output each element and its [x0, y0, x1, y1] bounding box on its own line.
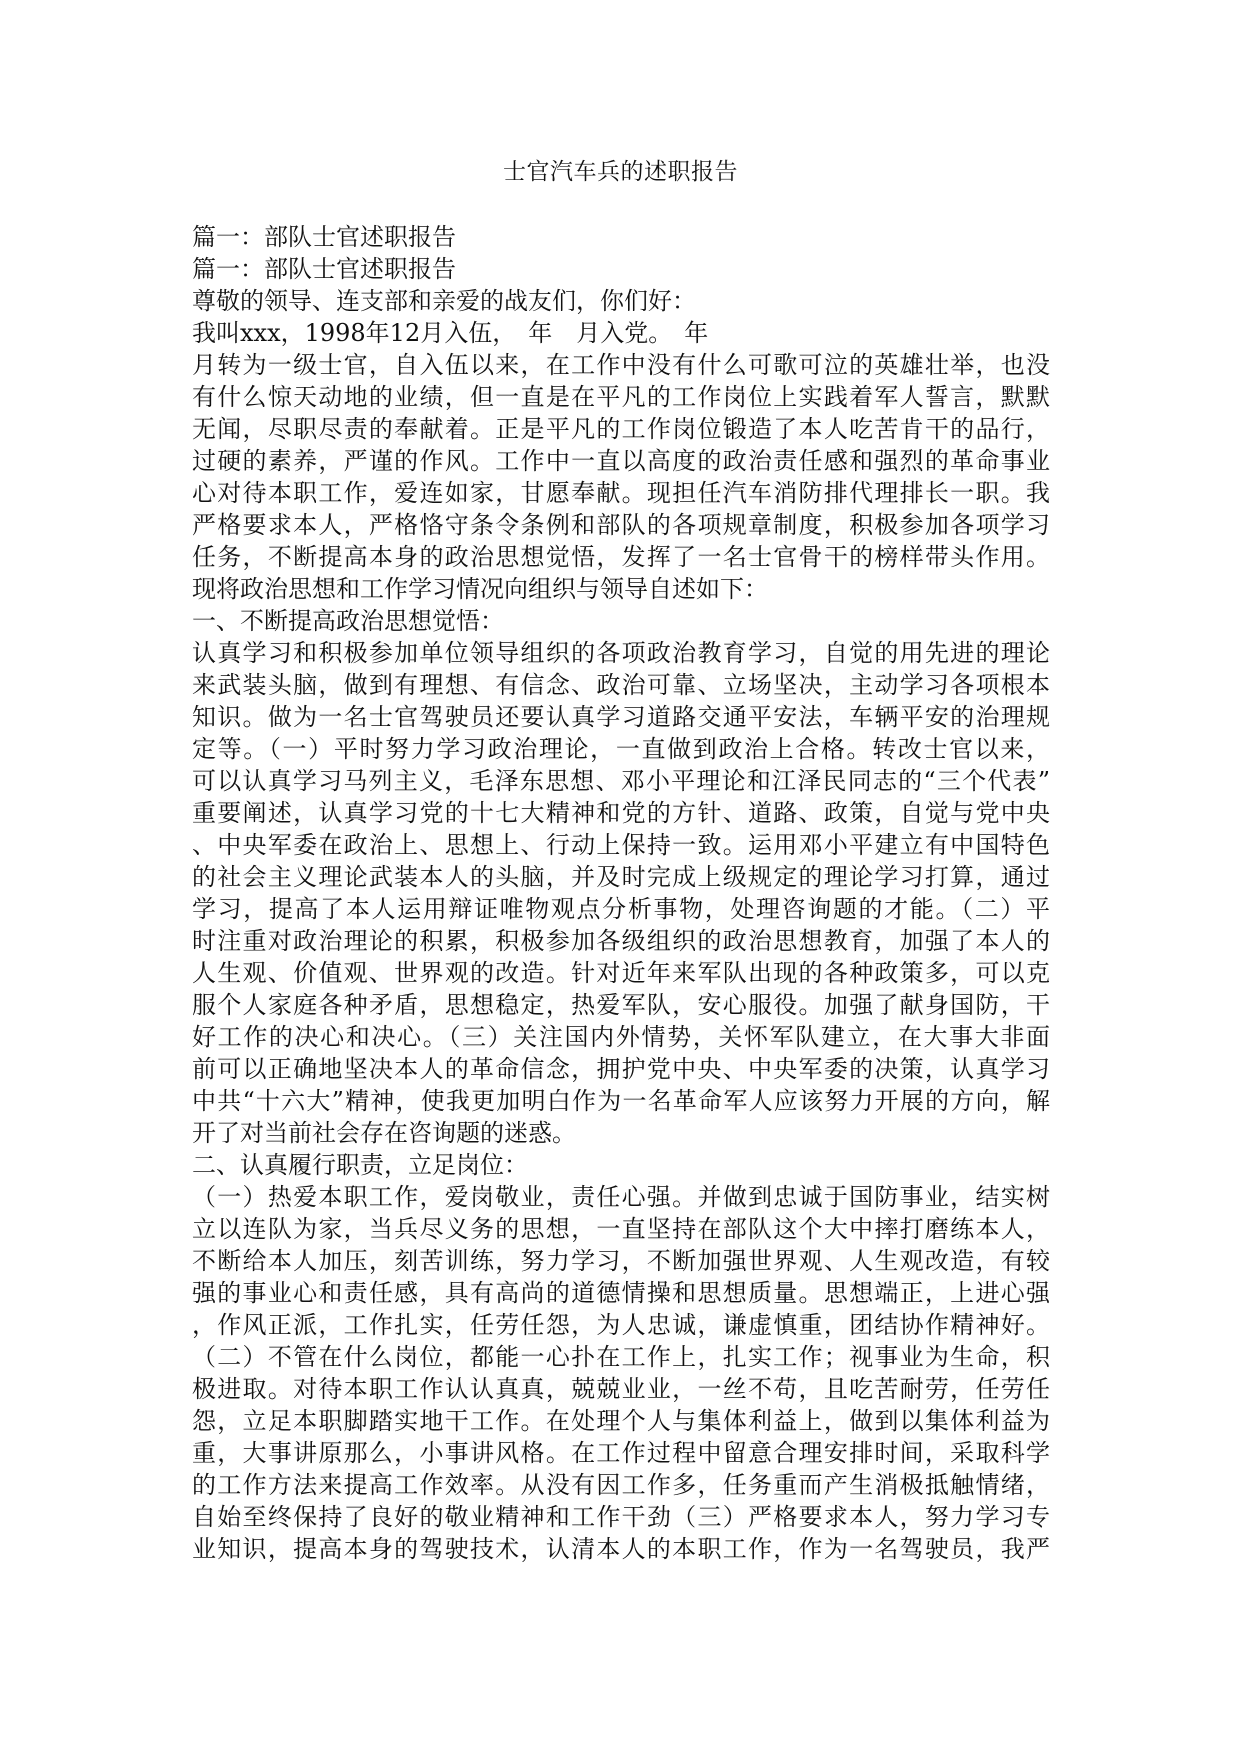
body-line: 有什么惊天动地的业绩，但一直是在平凡的工作岗位上实践着军人誓言，默默: [192, 383, 1050, 411]
body-line: 定等。（一）平时努力学习政治理论，一直做到政治上合格。转改士官以来，: [192, 735, 1050, 763]
body-line: 好工作的决心和决心。（三）关注国内外情势，关怀军队建立，在大事大非面: [192, 1023, 1050, 1051]
body-line: 重要阐述，认真学习党的十七大精神和党的方针、道路、政策，自觉与党中央: [192, 799, 1050, 827]
body-line: 现将政治思想和工作学习情况向组织与领导自述如下：: [192, 575, 768, 603]
body-line: 来武装头脑，做到有理想、有信念、政治可靠、立场坚决，主动学习各项根本: [192, 671, 1050, 699]
body-line: 服个人家庭各种矛盾，思想稳定，热爱军队，安心服役。加强了献身国防，干: [192, 991, 1050, 1019]
body-line: 任务，不断提高本身的政治思想觉悟，发挥了一名士官骨干的榜样带头作用。: [192, 543, 1050, 571]
body-line: 的社会主义理论武装本人的头脑，并及时完成上级规定的理论学习打算，通过: [192, 863, 1050, 891]
body-line: 人生观、价值观、世界观的改造。针对近年来军队出现的各种政策多，可以克: [192, 959, 1050, 987]
body-line: 一、不断提高政治思想觉悟：: [192, 607, 504, 635]
body-line: 学习，提高了本人运用辩证唯物观点分析事物，处理咨询题的才能。（二）平: [192, 895, 1050, 923]
body-line: 我叫xxx，1998年12月入伍， 年 月入党。 年: [192, 319, 709, 347]
body-line: 立以连队为家，当兵尽义务的思想，一直坚持在部队这个大中摔打磨练本人，: [192, 1215, 1050, 1243]
body-line: 不断给本人加压，刻苦训练，努力学习，不断加强世界观、人生观改造，有较: [192, 1247, 1050, 1275]
body-line: 二、认真履行职责，立足岗位：: [192, 1151, 528, 1179]
body-line: 过硬的素养，严谨的作风。工作中一直以高度的政治责任感和强烈的革命事业: [192, 447, 1050, 475]
body-line: 的工作方法来提高工作效率。从没有因工作多，任务重而产生消极抵触情绪，: [192, 1471, 1050, 1499]
body-line: 严格要求本人，严格恪守条令条例和部队的各项规章制度，积极参加各项学习: [192, 511, 1050, 539]
body-line: 业知识，提高本身的驾驶技术，认清本人的本职工作，作为一名驾驶员，我严: [192, 1535, 1050, 1563]
body-line: 极进取。对待本职工作认认真真，兢兢业业，一丝不苟，且吃苦耐劳，任劳任: [192, 1375, 1050, 1403]
body-line: （一）热爱本职工作，爱岗敬业，责任心强。并做到忠诚于国防事业，结实树: [192, 1183, 1050, 1211]
document-body: [192, 221, 1050, 1565]
body-line: 怨，立足本职脚踏实地干工作。在处理个人与集体利益上，做到以集体利益为: [192, 1407, 1050, 1435]
body-line: 知识。做为一名士官驾驶员还要认真学习道路交通平安法，车辆平安的治理规: [192, 703, 1050, 731]
body-line: 重，大事讲原那么，小事讲风格。在工作过程中留意合理安排时间，采取科学: [192, 1439, 1050, 1467]
body-line: 心对待本职工作，爱连如家，甘愿奉献。现担任汽车消防排代理排长一职。我: [192, 479, 1050, 507]
body-line: 认真学习和积极参加单位领导组织的各项政治教育学习，自觉的用先进的理论: [192, 639, 1050, 667]
body-line: （二）不管在什么岗位，都能一心扑在工作上，扎实工作；视事业为生命，积: [192, 1343, 1050, 1371]
body-line: 月转为一级士官，自入伍以来，在工作中没有什么可歌可泣的英雄壮举，也没: [192, 351, 1050, 379]
body-line: 强的事业心和责任感，具有高尚的道德情操和思想质量。思想端正，上进心强: [192, 1279, 1050, 1307]
body-line: 开了对当前社会存在咨询题的迷惑。: [192, 1119, 576, 1147]
body-line: 可以认真学习马列主义，毛泽东思想、邓小平理论和江泽民同志的“三个代表”: [192, 767, 1050, 795]
body-line: 、中央军委在政治上、思想上、行动上保持一致。运用邓小平建立有中国特色: [192, 831, 1050, 859]
body-line: 中共“十六大”精神，使我更加明白作为一名革命军人应该努力开展的方向，解: [192, 1087, 1050, 1115]
body-line: 篇一：部队士官述职报告: [192, 223, 456, 251]
body-line: 自始至终保持了良好的敬业精神和工作干劲（三）严格要求本人，努力学习专: [192, 1503, 1050, 1531]
body-line: ，作风正派，工作扎实，任劳任怨，为人忠诚，谦虚慎重，团结协作精神好。: [192, 1311, 1050, 1339]
body-line: 前可以正确地坚决本人的革命信念，拥护党中央、中央军委的决策，认真学习: [192, 1055, 1050, 1083]
body-line: 无闻，尽职尽责的奉献着。正是平凡的工作岗位锻造了本人吃苦肯干的品行，: [192, 415, 1050, 443]
body-line: 篇一：部队士官述职报告: [192, 255, 456, 283]
body-line: 时注重对政治理论的积累，积极参加各级组织的政治思想教育，加强了本人的: [192, 927, 1050, 955]
document-title: 士官汽车兵的述职报告: [503, 159, 738, 185]
body-line: 尊敬的领导、连支部和亲爱的战友们，你们好：: [192, 287, 696, 315]
